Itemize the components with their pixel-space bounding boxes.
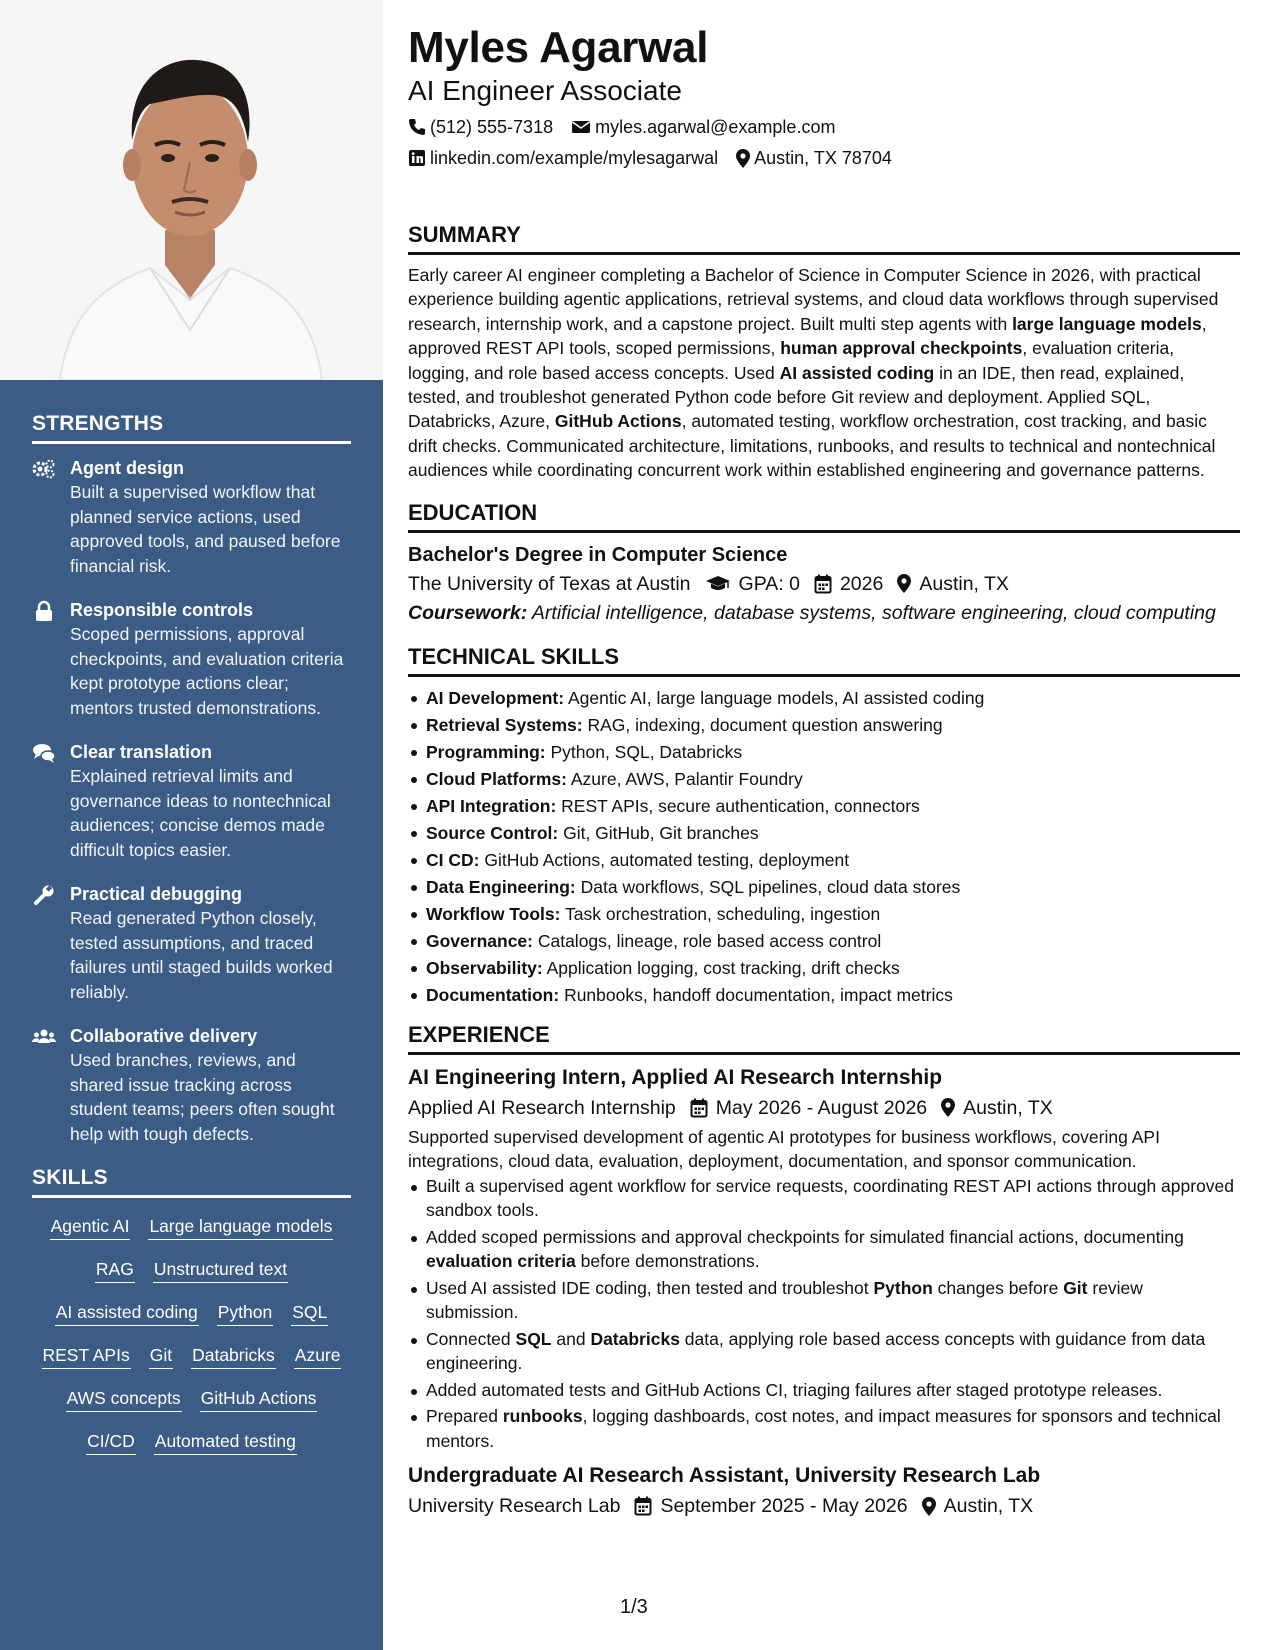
skill-category: Data Engineering: — [426, 876, 576, 897]
text-run: Built a supervised agent workflow for service requests, coordinating REST API actions through approved sandbox tools. — [426, 1175, 1235, 1221]
skill-row — [32, 1429, 351, 1455]
map-pin-icon — [922, 1497, 936, 1516]
skill-tag: Automated testing — [154, 1429, 297, 1455]
comments-icon — [32, 742, 56, 764]
linkedin-contact[interactable] — [408, 147, 718, 169]
bold-text: Databricks — [590, 1328, 680, 1349]
coursework — [408, 601, 1240, 625]
bold-text: Python — [873, 1277, 933, 1298]
contact-line — [408, 116, 1240, 138]
text-run: Prepared — [426, 1406, 503, 1427]
school-name: The University of Texas at Austin — [408, 572, 691, 595]
text-run: , automated testing, workflow orchestration, cost tracking, and basic drift checks. Communicated architecture, limitations, runbooks, and results to technical and nontechnical audiences while coordinating concurrent work within established engineering and governance patterns. — [408, 411, 1216, 481]
job-bullet — [408, 1225, 1240, 1274]
job-entry — [408, 1461, 1240, 1521]
skill-tag: Databricks — [191, 1343, 276, 1369]
skill-tag: Azure — [294, 1343, 342, 1369]
technical-skills-heading: TECHNICAL SKILLS — [408, 643, 1240, 677]
page-number: 1/3 — [620, 1596, 648, 1618]
skill-values: Task orchestration, scheduling, ingestion — [560, 903, 881, 924]
skill-tag: Large language models — [148, 1214, 333, 1240]
job-bullet — [408, 1327, 1240, 1376]
skill-category: CI CD: — [426, 849, 480, 870]
strength-title: Practical debugging — [70, 884, 243, 904]
email-text: myles.agarwal@example.com — [595, 117, 836, 137]
coursework-label: Coursework: — [408, 601, 528, 624]
skill-category: Documentation: — [426, 984, 560, 1005]
skill-tag: Python — [217, 1300, 273, 1326]
edu-location-text: Austin, TX — [919, 572, 1009, 595]
education-meta — [408, 569, 1240, 599]
text-run: before demonstrations. — [575, 1251, 760, 1272]
technical-skills-list — [408, 685, 1240, 1009]
contact-line — [408, 147, 1240, 169]
skills-heading: SKILLS — [32, 1166, 351, 1198]
sidebar — [0, 0, 383, 1650]
skill-row — [32, 1343, 351, 1369]
technical-skill-item — [408, 847, 1240, 874]
job-org: Applied AI Research Internship — [408, 1096, 676, 1119]
skill-values: Catalogs, lineage, role based access control — [532, 930, 882, 951]
skill-tag: Git — [149, 1343, 173, 1369]
profile-photo — [0, 0, 383, 380]
skill-tag: Agentic AI — [50, 1214, 131, 1240]
strength-title: Agent design — [70, 458, 185, 478]
text-run: and — [551, 1328, 591, 1349]
linkedin-icon — [408, 149, 426, 167]
year-item — [814, 569, 883, 599]
technical-skill-item — [408, 712, 1240, 739]
strength-text: Read generated Python closely, tested assumptions, and traced failures until staged builds worked reliably. — [70, 908, 333, 1002]
text-run: in an IDE, then read, explained, tested, and troubleshot generated Python code before Git review and deployment. Applied SQL, Databricks, Azure, — [408, 362, 1185, 432]
skill-tag: REST APIs — [42, 1343, 131, 1369]
year-text: 2026 — [839, 572, 884, 595]
calendar-icon — [814, 574, 832, 594]
strength-title: Collaborative delivery — [70, 1026, 258, 1046]
skill-values: Agentic AI, large language models, AI assisted coding — [564, 687, 985, 708]
bold-text: Git — [1063, 1277, 1088, 1298]
skill-values: Data workflows, SQL pipelines, cloud data stores — [575, 876, 961, 897]
job-bullet — [408, 1378, 1240, 1403]
skill-tag: GitHub Actions — [200, 1386, 318, 1412]
education-degree: Bachelor's Degree in Computer Science — [408, 543, 788, 566]
text-run: Used AI assisted IDE coding, then tested and troubleshot — [426, 1277, 874, 1298]
text-run: Added scoped permissions and approval checkpoints for simulated financial actions, documenting — [426, 1226, 1184, 1247]
skill-values: Runbooks, handoff documentation, impact metrics — [559, 984, 953, 1005]
job-dates: May 2026 - August 2026 — [715, 1096, 928, 1119]
technical-skill-item — [408, 685, 1240, 712]
phone-contact[interactable] — [408, 116, 553, 138]
job-title: AI Engineering Intern, Applied AI Research Internship — [408, 1065, 943, 1089]
strength-item — [32, 1024, 351, 1146]
text-run: Added automated tests and GitHub Actions CI, triaging failures after staged prototype releases. — [426, 1379, 1163, 1400]
gears-icon — [32, 458, 56, 480]
summary-heading: SUMMARY — [408, 221, 1240, 255]
job-bullet — [408, 1404, 1240, 1453]
technical-skill-item — [408, 766, 1240, 793]
strength-item — [32, 598, 351, 720]
job-location-item — [941, 1093, 1053, 1123]
strength-text: Explained retrieval limits and governance ideas to nontechnical audiences; concise demos made difficult topics easier. — [70, 766, 331, 860]
edu-location-item — [897, 569, 1009, 599]
bold-text: evaluation criteria — [426, 1251, 576, 1272]
skill-values: RAG, indexing, document question answering — [582, 714, 943, 735]
strength-title: Responsible controls — [70, 600, 254, 620]
wrench-icon — [32, 884, 56, 906]
job-bullet — [408, 1174, 1240, 1223]
job-bullet — [408, 1276, 1240, 1325]
summary-text — [408, 263, 1240, 483]
job-entry — [408, 1063, 1240, 1454]
technical-skill-item — [408, 739, 1240, 766]
skill-category: Observability: — [426, 957, 543, 978]
technical-skill-item — [408, 901, 1240, 928]
technical-skill-item — [408, 874, 1240, 901]
text-run: , evaluation criteria, logging, and role based access concepts. Used — [408, 338, 1175, 383]
candidate-name: Myles Agarwal — [408, 23, 709, 72]
skill-category: API Integration: — [426, 795, 557, 816]
skill-category: Programming: — [426, 741, 546, 762]
coursework-text: Artificial intelligence, database systems, software engineering, cloud computing — [531, 601, 1216, 624]
skill-row — [32, 1257, 351, 1283]
job-bullets — [408, 1174, 1240, 1454]
skill-row — [32, 1300, 351, 1326]
strength-item — [32, 456, 351, 578]
skill-values: Python, SQL, Databricks — [545, 741, 743, 762]
strength-title: Clear translation — [70, 742, 213, 762]
skill-category: AI Development: — [426, 687, 565, 708]
education-heading: EDUCATION — [408, 499, 1240, 533]
skill-category: Cloud Platforms: — [426, 768, 567, 789]
email-contact[interactable] — [571, 116, 835, 138]
skill-values: Git, GitHub, Git branches — [558, 822, 759, 843]
location-contact — [736, 147, 892, 169]
gpa-text: GPA: 0 — [738, 572, 800, 595]
bold-text: AI assisted coding — [779, 362, 935, 383]
text-run: Connected — [426, 1328, 516, 1349]
main-content — [408, 22, 1240, 1521]
text-run: review submission. — [426, 1277, 1143, 1323]
calendar-icon — [690, 1098, 708, 1118]
job-dates: September 2025 - May 2026 — [660, 1495, 908, 1518]
skill-values: Azure, AWS, Palantir Foundry — [566, 768, 803, 789]
strength-text: Built a supervised workflow that planned service actions, used approved tools, and paused before financial risk. — [70, 482, 341, 576]
users-icon — [32, 1026, 56, 1048]
technical-skill-item — [408, 928, 1240, 955]
skill-category: Governance: — [426, 930, 533, 951]
skill-values: GitHub Actions, automated testing, deployment — [479, 849, 850, 870]
technical-skill-item — [408, 793, 1240, 820]
skill-tag: CI/CD — [86, 1429, 136, 1455]
gpa-item — [705, 569, 800, 599]
text-run: data, applying role based access concepts with guidance from data engineering. — [426, 1328, 1206, 1374]
skill-values: REST APIs, secure authentication, connectors — [556, 795, 920, 816]
skill-tag: AWS concepts — [66, 1386, 182, 1412]
linkedin-text: linkedin.com/example/mylesagarwal — [430, 148, 719, 168]
job-location: Austin, TX — [943, 1495, 1034, 1518]
skill-values: Application logging, cost tracking, drift checks — [542, 957, 900, 978]
skill-tag: AI assisted coding — [55, 1300, 199, 1326]
map-pin-icon — [897, 574, 911, 593]
skills-tags — [32, 1214, 351, 1455]
text-run: changes before — [932, 1277, 1064, 1298]
skill-tag: RAG — [95, 1257, 135, 1283]
skill-category: Source Control: — [426, 822, 559, 843]
text-run: , logging dashboards, cost notes, and impact measures for sponsors and technical mentors. — [426, 1406, 1221, 1451]
job-dates-item — [690, 1093, 927, 1123]
bold-text: large language models — [1012, 313, 1202, 334]
map-pin-icon — [736, 149, 750, 168]
candidate-role: AI Engineer Associate — [408, 75, 682, 106]
map-pin-icon — [941, 1098, 955, 1117]
technical-skill-item — [408, 955, 1240, 982]
sidebar-panel — [0, 380, 383, 1650]
job-meta — [408, 1093, 1240, 1123]
strength-text: Used branches, reviews, and shared issue tracking across student teams; peers often sought help with tough defects. — [70, 1050, 335, 1144]
strength-item — [32, 740, 351, 862]
bold-text: SQL — [515, 1328, 552, 1349]
technical-skill-item — [408, 820, 1240, 847]
envelope-icon — [571, 119, 591, 135]
location-text: Austin, TX 78704 — [754, 148, 892, 168]
bold-text: GitHub Actions — [554, 411, 682, 432]
skill-tag: SQL — [291, 1300, 328, 1326]
strengths-heading: STRENGTHS — [32, 412, 351, 444]
strength-item — [32, 882, 351, 1004]
text-run: Early career AI engineer completing a Bachelor of Science in Computer Science in 2026, with practical experience building agentic applications, retrieval systems, and cloud data workflows through supervised research, internship work, and a capstone project. Built multi step agents with — [408, 265, 1219, 334]
skill-row — [32, 1386, 351, 1412]
strength-text: Scoped permissions, approval checkpoints, and evaluation criteria kept prototype actions clear; mentors trusted demonstrations. — [70, 624, 344, 718]
job-location-item — [922, 1491, 1034, 1521]
text-run: , approved REST API tools, scoped permissions, — [408, 313, 1207, 359]
calendar-icon — [634, 1496, 652, 1516]
skill-row — [32, 1214, 351, 1240]
phone-text: (512) 555-7318 — [430, 117, 554, 137]
bold-text: human approval checkpoints — [780, 338, 1023, 359]
job-dates-item — [634, 1491, 907, 1521]
job-description: Supported supervised development of agentic AI prototypes for business workflows, covering API integrations, cloud data, evaluation, deployment, documentation, and sponsor communication. — [408, 1126, 1160, 1172]
job-org: University Research Lab — [408, 1495, 621, 1518]
graduation-cap-icon — [705, 575, 731, 593]
bold-text: runbooks — [502, 1406, 583, 1427]
skill-category: Retrieval Systems: — [426, 714, 583, 735]
experience-heading: EXPERIENCE — [408, 1021, 1240, 1055]
job-title: Undergraduate AI Research Assistant, University Research Lab — [408, 1464, 1041, 1488]
skill-category: Workflow Tools: — [426, 903, 561, 924]
job-meta — [408, 1491, 1240, 1521]
phone-icon — [408, 118, 426, 136]
job-location: Austin, TX — [963, 1096, 1053, 1119]
technical-skill-item — [408, 982, 1240, 1009]
lock-icon — [32, 600, 56, 622]
skill-tag: Unstructured text — [153, 1257, 288, 1283]
